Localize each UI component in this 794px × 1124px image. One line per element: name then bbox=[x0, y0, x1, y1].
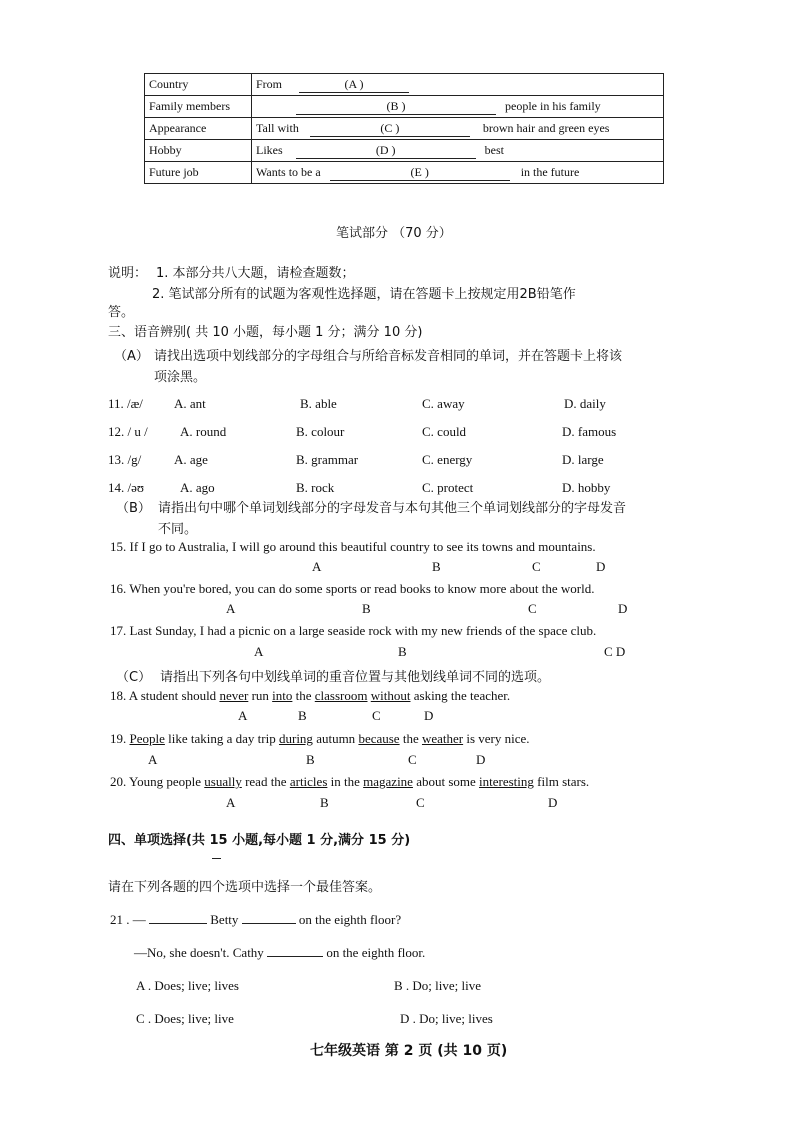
q20-sep: in the bbox=[327, 774, 364, 789]
q21-line1 bbox=[110, 912, 401, 928]
part3-b-text2: 不同。 bbox=[158, 522, 198, 537]
row-post: in the future bbox=[520, 164, 580, 179]
q13-num: 13. /g/ bbox=[108, 452, 142, 467]
q18-word-b: into bbox=[272, 688, 293, 703]
row-content bbox=[252, 118, 664, 140]
q17-sentence: 17. Last Sunday, I had a picnic on a large seaside rock with my new friends of the space club. bbox=[110, 623, 597, 638]
q21-word: Betty bbox=[210, 912, 239, 927]
q21-reply-tail: on the eighth floor. bbox=[326, 945, 426, 960]
q13-a: A. age bbox=[174, 452, 208, 467]
q21-option-b: B . Do; live; live bbox=[394, 978, 482, 993]
q18-sentence bbox=[110, 688, 510, 704]
q19-pre: 19. bbox=[110, 731, 130, 746]
q18-sep: the bbox=[292, 688, 315, 703]
q18-letter-a: A bbox=[238, 708, 248, 723]
row-label: Hobby bbox=[145, 140, 252, 162]
info-table bbox=[144, 73, 664, 184]
q14-d: D. hobby bbox=[562, 480, 611, 495]
q19-word-c: because bbox=[358, 731, 400, 746]
q17-letter-a: A bbox=[254, 644, 264, 659]
q19-letter-b: B bbox=[306, 752, 315, 767]
row-content bbox=[252, 74, 664, 96]
q14-b: B. rock bbox=[296, 480, 335, 495]
q15-letter-c: C bbox=[532, 559, 541, 574]
row-label: Future job bbox=[145, 162, 252, 184]
part4-instruction: 请在下列各题的四个选项中选择一个最佳答案。 bbox=[108, 880, 382, 895]
q18-word-a: never bbox=[219, 688, 249, 703]
q14-c: C. protect bbox=[422, 480, 474, 495]
row-pre: Likes bbox=[256, 142, 283, 157]
notes-head: 说明： bbox=[108, 266, 148, 281]
q13-c: C. energy bbox=[422, 452, 473, 467]
q19-letter-c: C bbox=[408, 752, 417, 767]
q19-word-d: weather bbox=[421, 731, 464, 746]
q20-word-c: magazine bbox=[363, 774, 413, 789]
part3-a-text2: 项涂黑。 bbox=[154, 370, 207, 385]
part3-c-label: （C） bbox=[116, 670, 152, 685]
q21-blank-3 bbox=[267, 956, 323, 957]
q21-blank-1 bbox=[149, 923, 207, 924]
q18-word-c: classroom bbox=[314, 688, 368, 703]
part3-a-label: （A） bbox=[114, 349, 149, 364]
q21-option-d: D . Do; live; lives bbox=[400, 1011, 493, 1026]
q20-letter-d: D bbox=[548, 795, 558, 810]
q15-letter-a: A bbox=[312, 559, 322, 574]
q21-blank-2 bbox=[242, 923, 296, 924]
q11-c: C. away bbox=[422, 396, 465, 411]
q20-sentence bbox=[110, 774, 589, 790]
q19-word-b: during bbox=[278, 731, 313, 746]
q21-option-c: C . Does; live; live bbox=[136, 1011, 234, 1026]
q21-num: 21 . — bbox=[110, 912, 146, 927]
table-row bbox=[145, 74, 664, 96]
q18-sep: run bbox=[248, 688, 273, 703]
row-content bbox=[252, 162, 664, 184]
q14-num: 14. /əʊ bbox=[108, 480, 145, 495]
q15-letter-b: B bbox=[432, 559, 441, 574]
q20-post: film stars. bbox=[533, 774, 590, 789]
q21-reply: —No, she doesn't. Cathy bbox=[134, 945, 264, 960]
q21-tail: on the eighth floor? bbox=[298, 912, 402, 927]
q16-letter-b: B bbox=[362, 601, 371, 616]
note-2: 2. 笔试部分所有的试题为客观性选择题，请在答题卡上按规定用2B铅笔作 bbox=[152, 287, 576, 302]
q20-word-d: interesting bbox=[479, 774, 534, 789]
q20-sep: about some bbox=[412, 774, 480, 789]
q20-sep: read the bbox=[241, 774, 290, 789]
row-pre: Wants to be a bbox=[256, 164, 321, 179]
q16-letter-a: A bbox=[226, 601, 236, 616]
part3-c-text: 请指出下列各句中划线单词的重音位置与其他划线单词不同的选项。 bbox=[160, 670, 551, 685]
blank-d: (D ) bbox=[296, 143, 476, 159]
q19-sep: autumn bbox=[312, 731, 359, 746]
q18-word-d: without bbox=[370, 688, 411, 703]
q13-d: D. large bbox=[562, 452, 604, 467]
row-label: Country bbox=[145, 74, 252, 96]
q16-sentence: 16. When you're bored, you can do some sports or read books to know more about the world. bbox=[110, 581, 595, 596]
part3-b-text: 请指出句中哪个单词划线部分的字母发音与本句其他三个单词划线部分的字母发音 bbox=[158, 501, 627, 516]
blank-b: (B ) bbox=[296, 99, 496, 115]
note-2b: 答。 bbox=[108, 305, 135, 320]
q19-post: is very nice. bbox=[463, 731, 530, 746]
q16-letter-c: C bbox=[528, 601, 537, 616]
q16-letter-d: D bbox=[618, 601, 628, 616]
table-row bbox=[145, 162, 664, 184]
q12-d: D. famous bbox=[562, 424, 617, 439]
row-post: people in his family bbox=[505, 98, 601, 113]
q12-c: C. could bbox=[422, 424, 467, 439]
q20-pre: 20. Young people bbox=[110, 774, 205, 789]
q21-option-a: A . Does; live; lives bbox=[136, 978, 239, 993]
table-row bbox=[145, 118, 664, 140]
q14-a: A. ago bbox=[180, 480, 215, 495]
q17-letter-cd: C D bbox=[604, 644, 626, 659]
q19-sep: like taking a day trip bbox=[164, 731, 279, 746]
q21-line2 bbox=[134, 945, 425, 961]
q19-word-a: People bbox=[129, 731, 165, 746]
q12-a: A. round bbox=[180, 424, 227, 439]
row-pre: Tall with bbox=[256, 120, 299, 135]
row-pre: From bbox=[256, 76, 283, 91]
blank-a: (A ) bbox=[299, 77, 409, 93]
q18-post: asking the teacher. bbox=[410, 688, 511, 703]
q20-letter-c: C bbox=[416, 795, 425, 810]
q18-pre: 18. A student should bbox=[110, 688, 220, 703]
q19-letter-a: A bbox=[148, 752, 158, 767]
q19-sentence bbox=[110, 731, 530, 747]
row-content bbox=[252, 96, 664, 118]
q20-word-b: articles bbox=[289, 774, 328, 789]
row-label: Appearance bbox=[145, 118, 252, 140]
q18-letter-d: D bbox=[424, 708, 434, 723]
part3-a-text: 请找出选项中划线部分的字母组合与所给音标发音相同的单词，并在答题卡上将该 bbox=[154, 349, 623, 364]
q11-a: A. ant bbox=[174, 396, 206, 411]
q11-num: 11. /æ/ bbox=[108, 396, 143, 411]
q18-letter-c: C bbox=[372, 708, 381, 723]
q12-num: 12. / u / bbox=[108, 424, 148, 439]
q15-letter-d: D bbox=[596, 559, 606, 574]
q12-b: B. colour bbox=[296, 424, 345, 439]
q17-letter-b: B bbox=[398, 644, 407, 659]
section-title: 笔试部分 （70 分） bbox=[336, 226, 452, 241]
q15-sentence: 15. If I go to Australia, I will go around this beautiful country to see its towns and mountains. bbox=[110, 539, 596, 554]
note-1: 1. 本部分共八大题，请检查题数； bbox=[156, 266, 355, 281]
q18-letter-b: B bbox=[298, 708, 307, 723]
page-footer: 七年级英语 第 2 页 (共 10 页) bbox=[310, 1043, 508, 1059]
row-post: best bbox=[484, 142, 505, 157]
q19-letter-d: D bbox=[476, 752, 486, 767]
part3-b-label: （B） bbox=[116, 501, 151, 516]
q11-b: B. able bbox=[300, 396, 337, 411]
q20-word-a: usually bbox=[204, 774, 242, 789]
q20-letter-b: B bbox=[320, 795, 329, 810]
table-row bbox=[145, 140, 664, 162]
blank-e: (E ) bbox=[330, 165, 510, 181]
stray-mark bbox=[212, 858, 221, 859]
q13-b: B. grammar bbox=[296, 452, 359, 467]
row-post: brown hair and green eyes bbox=[482, 120, 610, 135]
row-label: Family members bbox=[145, 96, 252, 118]
part4-title: 四、单项选择(共 15 小题,每小题 1 分,满分 15 分) bbox=[108, 833, 411, 848]
part3-title: 三、语音辨别( 共 10 小题，每小题 1 分；满分 10 分) bbox=[108, 325, 423, 340]
blank-c: (C ) bbox=[310, 121, 470, 137]
q11-d: D. daily bbox=[564, 396, 606, 411]
q19-sep: the bbox=[399, 731, 422, 746]
table-row bbox=[145, 96, 664, 118]
q20-letter-a: A bbox=[226, 795, 236, 810]
row-content bbox=[252, 140, 664, 162]
